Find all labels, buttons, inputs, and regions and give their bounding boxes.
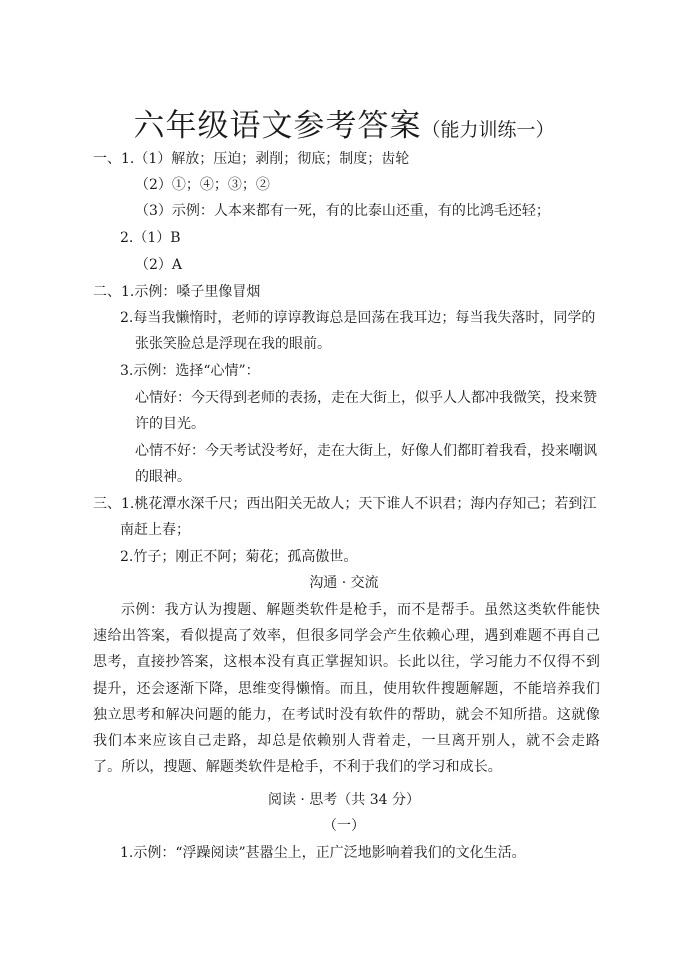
s3-q1-line2: 南赶上春； xyxy=(120,522,190,538)
page-title xyxy=(0,100,688,145)
s2-bad-mood-line2: 的眼神。 xyxy=(135,469,191,485)
s2-q3: 3.示例：选择“心情”： xyxy=(120,363,260,379)
reading-part-one: （一） xyxy=(323,818,365,834)
s1-q2-part1: 2.（1）B xyxy=(120,230,181,246)
communication-paragraph: 示例：我方认为搜题、解题类软件是枪手，而不是帮手。虽然这类软件能快速给出答案，看似提高了效率，但很多同学会产生依赖心理，遇到难题不再自己思考，直接抄答案，这根本没有真正掌握知识。长此以往，学习能力不仅得不到提升，还会逐渐下降，思维变得懒惰。而且，使用软件搜题解题，不能培养我们独立思考和解决问题的能力，在考试时没有软件的帮助，就会不知所措。这就像我们本来应该自己走路，却总是依赖别人背着走，一旦离开别人，就不会走路了。所以，搜题、解题类软件是枪手，不利于我们的学习和成长。 xyxy=(93,602,600,776)
s2-bad-mood-line1: 心情不好：今天考试没考好，走在大街上，好像人们都盯着我看，投来嘲讽 xyxy=(135,443,597,459)
s2-q1: 二、1.示例：嗓子里像冒烟 xyxy=(93,284,261,300)
s1-q2-part2: （2）A xyxy=(135,257,183,273)
reading-heading: 阅读 · 思考（共 34 分） xyxy=(267,792,421,808)
s3-q2: 2.竹子；刚正不阿；菊花；孤高傲世。 xyxy=(120,549,358,565)
s2-good-mood-line1: 心情好：今天得到老师的表扬，走在大街上，似乎人人都冲我微笑，投来赞 xyxy=(135,390,597,406)
s2-good-mood-line2: 许的目光。 xyxy=(135,416,205,432)
s2-q2-line1: 2.每当我懒惰时，老师的谆谆教诲总是回荡在我耳边；每当我失落时，同学的 xyxy=(120,310,596,326)
title-main: 六年级语文参考答案 xyxy=(133,108,422,144)
s1-q1-part2: （2）①；④；③；② xyxy=(135,177,270,193)
s1-q1-part3: （3）示例：人本来都有一死，有的比泰山还重，有的比鸿毛还轻； xyxy=(135,203,550,219)
s1-q1-part1: 一、1.（1）解放；压迫；剥削；彻底；制度；齿轮 xyxy=(93,151,410,167)
title-sub: （能力训练一） xyxy=(421,119,555,141)
s3-q1-line1: 三、1.桃花潭水深千尺；西出阳关无故人；天下谁人不识君；海内存知己；若到江 xyxy=(93,496,597,512)
s2-q2-line2: 张张笑脸总是浮现在我的眼前。 xyxy=(135,336,331,352)
communication-heading: 沟通 · 交流 xyxy=(309,575,379,591)
reading-q1: 1.示例：“浮躁阅读”甚嚣尘上，正广泛地影响着我们的文化生活。 xyxy=(120,845,526,861)
